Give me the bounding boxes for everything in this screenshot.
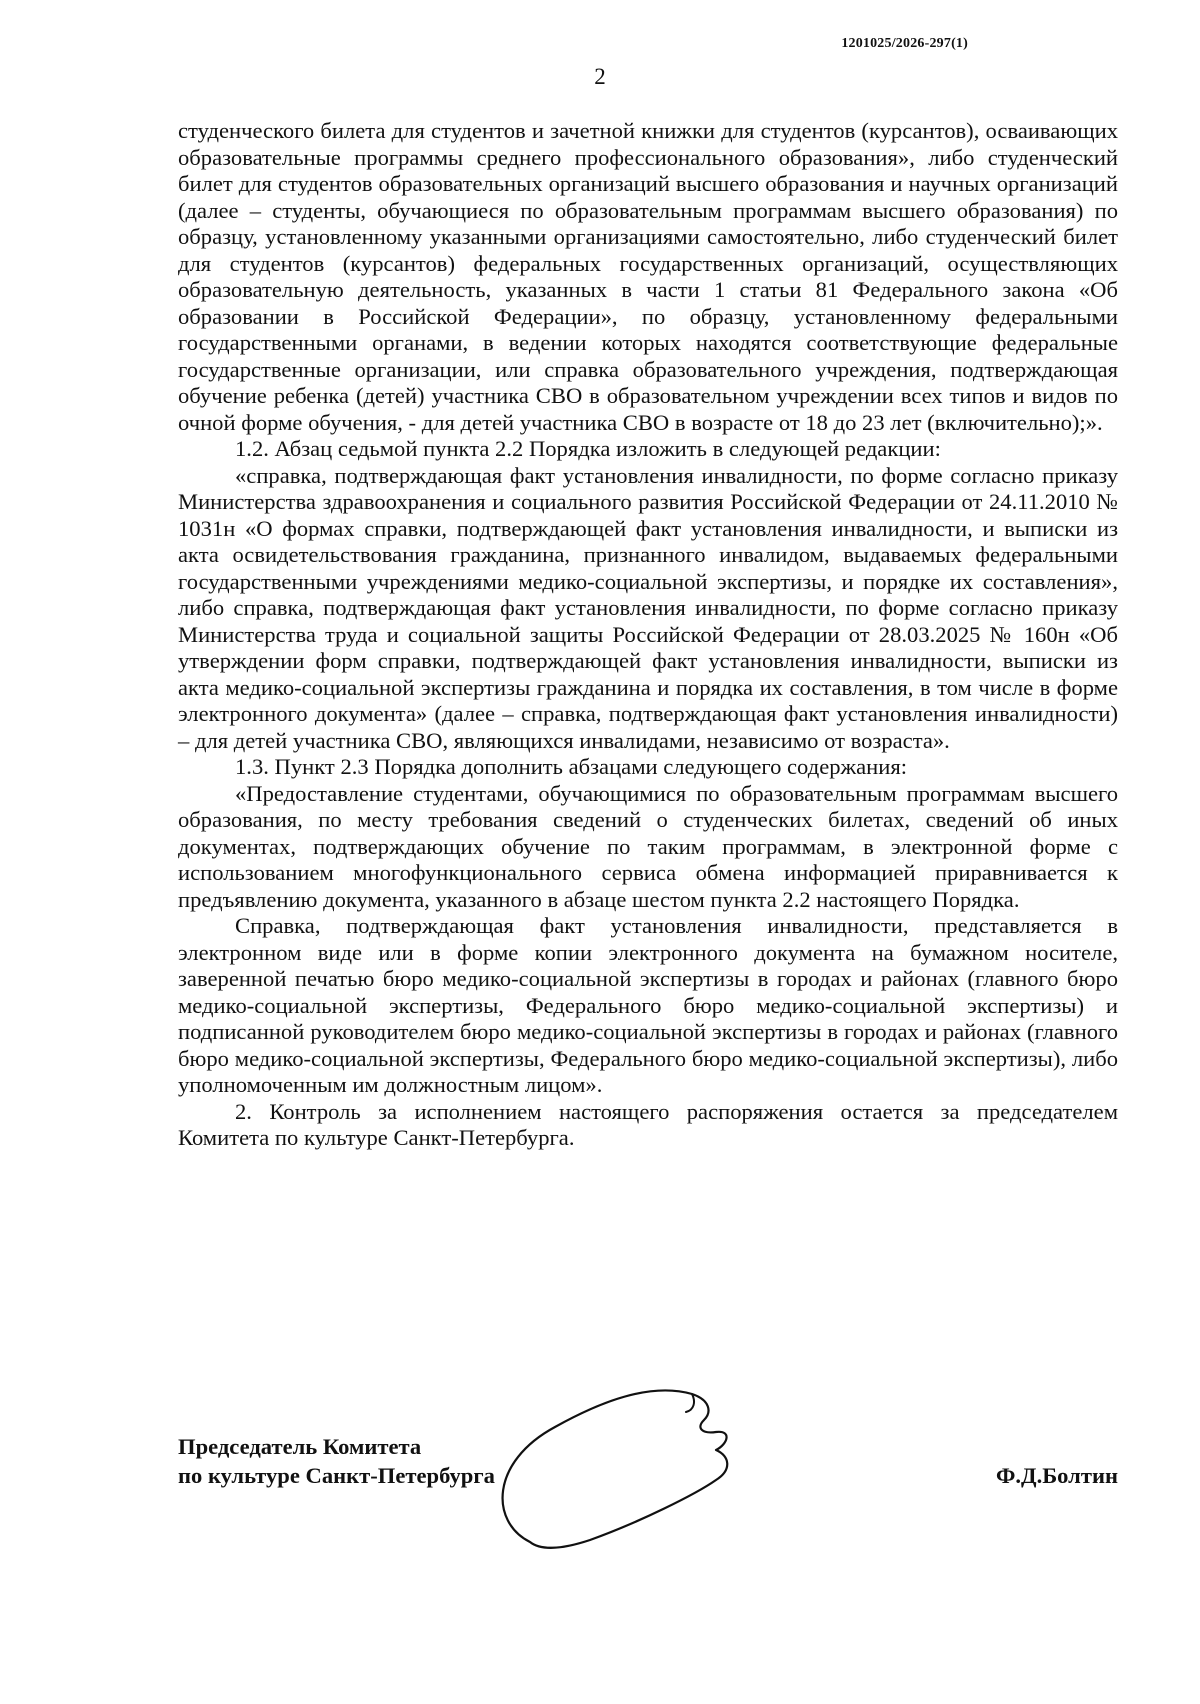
- paragraph-1-3: 1.3. Пункт 2.3 Порядка дополнить абзацами следующего содержания:: [235, 754, 908, 779]
- signatory-title-line2: по культуре Санкт-Петербурга: [178, 1463, 495, 1488]
- paragraph-spravka-elektronnom: Справка, подтверждающая факт установления инвалидности, представляется в электронном виде или в форме копии электронного документа на бумажном носителе, заверенной печатью бюро медико-социальной экспертизы в городах и районах (главного бюро медико-социальной экспертизы, Федерального бюро медико-социальной экспертизы) и подписанной руководителем бюро медико-социальной экспертизы в городах и районах (главного бюро медико-социальной экспертизы, Федерального бюро медико-социальной экспертизы), либо уполномоченным им должностным лицом».: [178, 913, 1118, 1097]
- paragraph-1-2: 1.2. Абзац седьмой пункта 2.2 Порядка изложить в следующей редакции:: [235, 436, 941, 461]
- signatory-name: Ф.Д.Болтин: [996, 1463, 1118, 1488]
- signatory-title-line1: Председатель Комитета: [178, 1434, 422, 1459]
- paragraph-continuation: студенческого билета для студентов и зачетной книжки для студентов (курсантов), осваивающих образовательные программы среднего профессионального образования», либо студенческий билет для студентов образовательных организаций высшего образования и научных организаций (далее – студенты, обучающиеся по образовательным программам высшего образования) по образцу, установленному указанными организациями самостоятельно, либо студенческий билет для студентов (курсантов) федеральных государственных организаций, осуществляющих образовательную деятельность, указанных в части 1 статьи 81 Федерального закона «Об образовании в Российской Федерации», по образцу, установленному федеральными государственными органами, в ведении которых находятся соответствующие федеральные государственные организации, или справка образовательного учреждения, подтверждающая обучение ребенка (детей) участника СВО в образовательном учреждении всех типов и видов по очной форме обучения, - для детей участника СВО в возрасте от 18 до 23 лет (включительно);».: [178, 118, 1118, 435]
- paragraph-2-control: 2. Контроль за исполнением настоящего распоряжения остается за председателем Комитета по культуре Санкт-Петербурга.: [178, 1098, 1118, 1150]
- document-body: [178, 118, 1118, 1152]
- paragraph-quote-predostavlenie: «Предоставление студентами, обучающимися по образовательным программам высшего образования, по месту требования сведений о студенческих билетах, сведений об иных документах, подтверждающих обучение по таким программам, в электронной форме с использованием многофункционального сервиса обмена информацией приравнивается к предъявлению документа, указанного в абзаце шестом пункта 2.2 настоящего Порядка.: [178, 780, 1118, 912]
- document-number: 1201025/2026-297(1): [841, 36, 968, 51]
- page-number: 2: [594, 64, 606, 89]
- paragraph-quote-spravka: «справка, подтверждающая факт установления инвалидности, по форме согласно приказу Министерства здравоохранения и социального развития Российской Федерации от 24.11.2010 № 1031н «О формах справки, подтверждающей факт установления инвалидности, и выписки из акта освидетельствования гражданина, признанного инвалидом, выдаваемых федеральными государственными учреждениями медико-социальной экспертизы, и порядке их составления», либо справка, подтверждающая факт установления инвалидности, по форме согласно приказу Министерства труда и социальной защиты Российской Федерации от 28.03.2025 № 160н «Об утверждении форм справки, подтверждающей факт установления инвалидности, выписки из акта медико-социальной экспертизы гражданина и порядка их составления, в том числе в форме электронного документа» (далее – справка, подтверждающая факт установления инвалидности) – для детей участника СВО, являющихся инвалидами, независимо от возраста».: [178, 462, 1118, 753]
- signature-block: [178, 1432, 1118, 1542]
- signatory-title: [178, 1432, 495, 1490]
